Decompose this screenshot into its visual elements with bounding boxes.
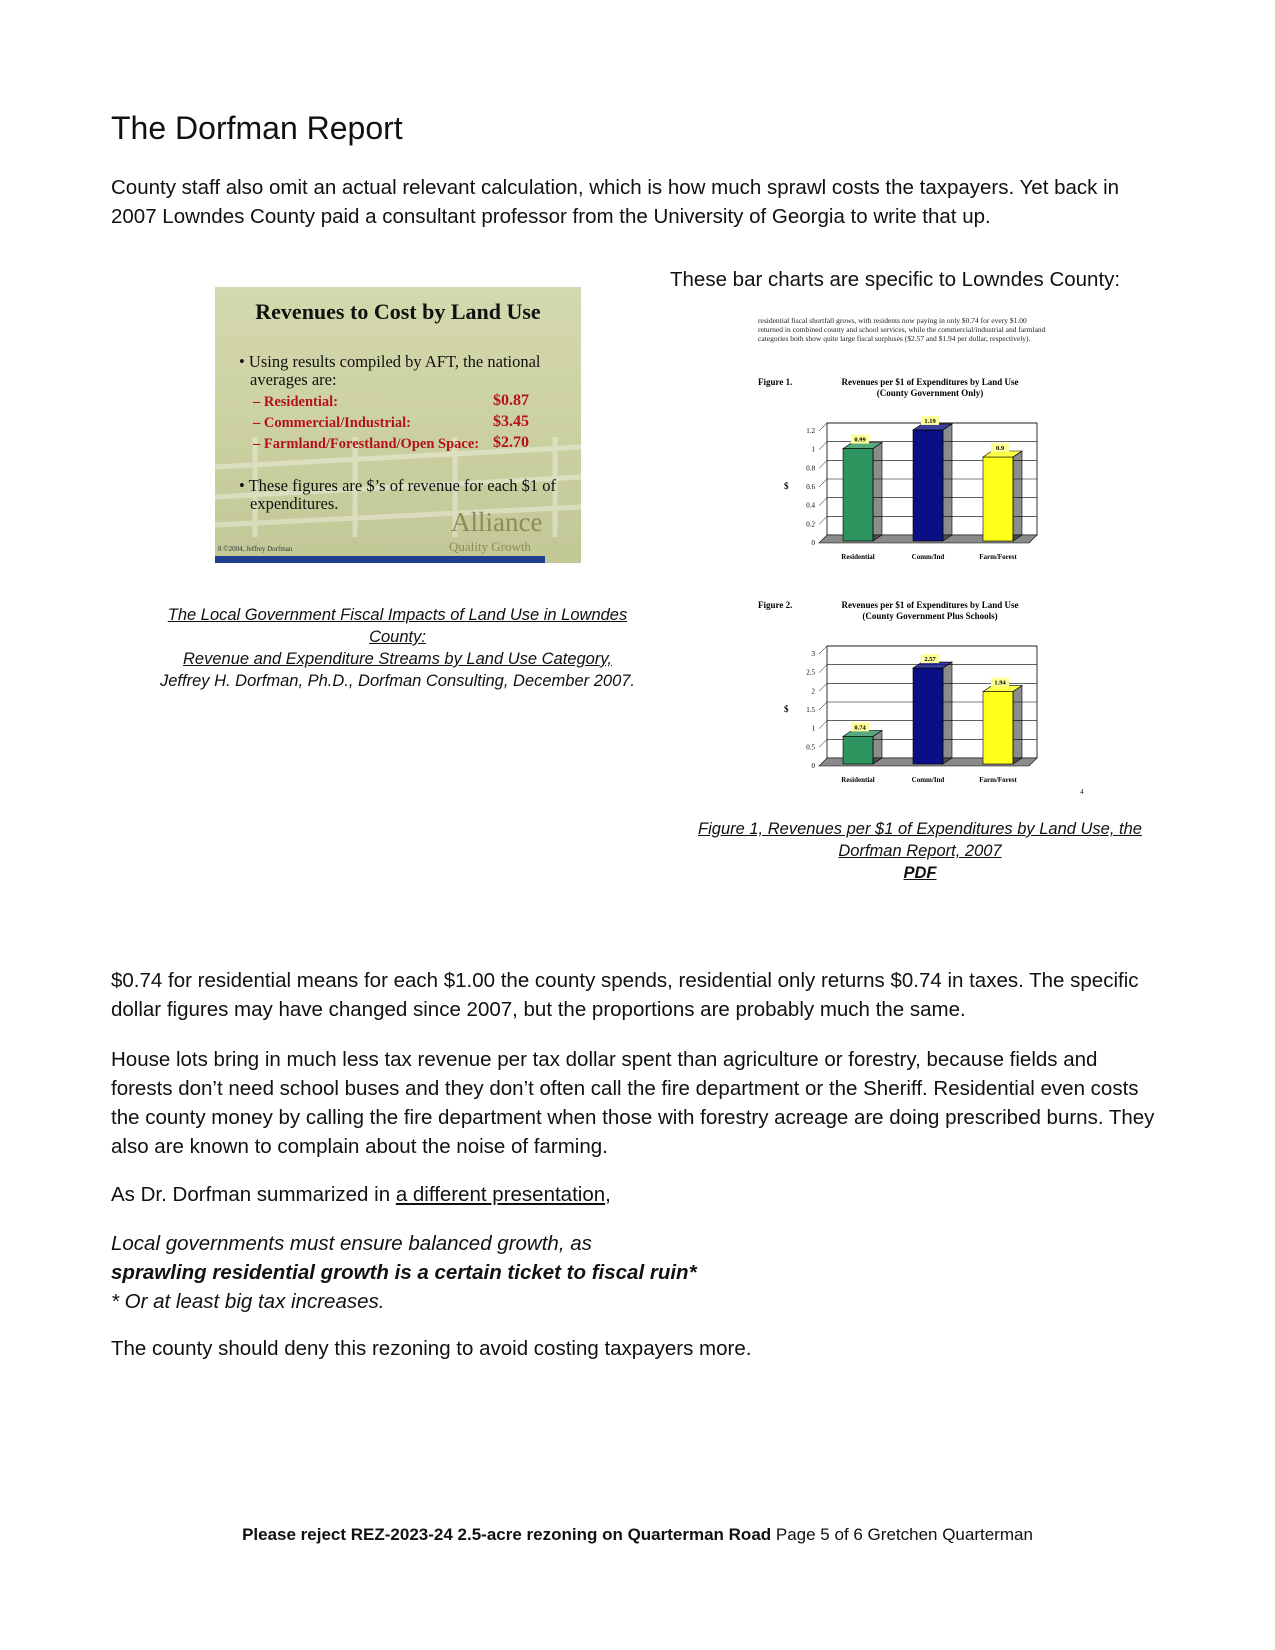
report-title-link-cont[interactable]: County: — [369, 628, 426, 646]
category-label: Residential — [841, 553, 875, 561]
quote-line: Local governments must ensure balanced growth, as — [111, 1232, 592, 1255]
footer-page-info: Page 5 of 6 Gretchen Quarterman — [771, 1525, 1033, 1544]
report-title-link[interactable]: The Local Government Fiscal Impacts of Land Use in Lowndes — [167, 606, 628, 624]
y-tick-label: 1.2 — [806, 427, 815, 435]
intro-paragraph: County staff also omit an actual relevant calculation, which is how much sprawl costs the taxpayers. Yet back in 2007 Lowndes County paid a consultant professor from the University of Georgia to write that up. — [111, 176, 1120, 228]
summary-text: As Dr. Dorfman summarized in — [111, 1183, 396, 1206]
category-label: Farm/Forest — [979, 553, 1017, 561]
y-tick-label: 0.4 — [806, 501, 815, 510]
slide-bottom-bar — [215, 556, 545, 563]
y-tick-label: 0.6 — [806, 483, 815, 491]
dorfman-quote — [111, 1229, 1161, 1316]
report-author: Jeffrey H. Dorfman, Ph.D., Dorfman Consulting, December 2007. — [159, 672, 636, 690]
slide-bullet-1-cont: averages are: — [250, 370, 337, 389]
bar — [983, 457, 1013, 541]
tick-line — [819, 460, 827, 468]
figure-caption-link[interactable]: Figure 1, Revenues per $1 of Expenditures by Land Use, the — [698, 820, 1142, 838]
slide-image — [215, 287, 581, 563]
page-footer — [0, 1525, 1275, 1545]
bar-side — [1013, 451, 1022, 541]
bar-side — [943, 662, 952, 764]
tick-line — [819, 479, 827, 487]
slide-item-label: – Farmland/Forestland/Open Space: — [253, 436, 480, 452]
chart-title: Revenues per $1 of Expenditures by Land Use — [841, 600, 1019, 610]
y-tick-label: 0.2 — [806, 520, 815, 529]
bar-side — [1013, 686, 1022, 764]
report-excerpt-image — [752, 313, 1082, 797]
bar — [843, 449, 873, 541]
bar — [913, 430, 943, 541]
y-tick-label: 0 — [811, 539, 815, 547]
y-tick-label: 0.8 — [806, 464, 815, 473]
report-page-number: 4 — [1080, 787, 1084, 796]
report-subtitle-link[interactable]: Revenue and Expenditure Streams by Land Use Category, — [183, 650, 612, 668]
slide-item-label: – Commercial/Industrial: — [253, 415, 412, 431]
category-label: Comm/Ind — [911, 776, 945, 784]
category-label: Comm/Ind — [911, 553, 945, 561]
bar-side — [873, 443, 882, 541]
y-tick-label: 3 — [811, 650, 815, 658]
category-label: Farm/Forest — [979, 776, 1017, 784]
different-presentation-link[interactable]: a different presentation — [395, 1183, 606, 1206]
y-tick-label: 1 — [811, 445, 815, 454]
slide-bullet-1: • Using results compiled by AFT, the national — [239, 352, 541, 371]
tick-line — [819, 739, 827, 747]
bar — [913, 668, 943, 764]
chart-title: Revenues per $1 of Expenditures by Land Use — [841, 377, 1019, 387]
figure-label: Figure 1. — [758, 377, 793, 387]
slide-item-value: $3.45 — [493, 413, 529, 430]
tick-line — [819, 721, 827, 729]
bar-side — [943, 424, 952, 541]
data-label: 0.74 — [854, 724, 866, 732]
quote-emphasis: sprawling residential growth is a certain ticket to fiscal ruin* — [111, 1261, 697, 1284]
left-caption — [140, 604, 655, 692]
alliance-logo-sub: Quality Growth — [449, 539, 531, 554]
paragraph-residential: $0.74 for residential means for each $1.00 the county spends, residential only returns $0.74 in taxes. The specific dollar figures may have changed since 2007, but the proportions are probably much the same. — [111, 969, 1139, 1021]
paragraph-conclusion: The county should deny this rezoning to avoid costing taxpayers more. — [111, 1337, 752, 1360]
bar — [983, 692, 1013, 764]
chart-subtitle: (County Government Plus Schools) — [862, 611, 998, 621]
slide-item-label: – Residential: — [253, 394, 338, 410]
category-label: Residential — [841, 776, 875, 784]
tick-line — [819, 646, 827, 654]
data-label: 0.99 — [854, 436, 866, 444]
report-excerpt-text: residential fiscal shortfall grows, with residents now paying in only $0.74 for every $1.00 returned in combined county and school services, while the commercial/industrial and farmland categories both show quite large fiscal surpluses ($2.57 and $1.94 per dollar, respectively). — [758, 316, 1046, 343]
figure-label: Figure 2. — [758, 600, 793, 610]
slide-title: Revenues to Cost by Land Use — [255, 299, 541, 324]
data-label: 1.94 — [994, 679, 1006, 687]
summary-comma: , — [605, 1183, 611, 1206]
figure-2-chart — [752, 596, 1082, 796]
y-axis-label: $ — [784, 704, 789, 714]
figure-1-chart — [752, 373, 1082, 573]
y-tick-label: 2.5 — [806, 668, 815, 677]
page-title: The Dorfman Report — [111, 110, 403, 146]
tick-line — [819, 683, 827, 691]
data-label: 2.57 — [924, 656, 936, 664]
bar — [843, 736, 873, 764]
paragraph-summary — [111, 1180, 1161, 1209]
tick-line — [819, 516, 827, 524]
footer-request: Please reject REZ-2023-24 2.5-acre rezoning on Quarterman Road — [242, 1525, 772, 1544]
chart-subtitle: (County Government Only) — [876, 388, 984, 398]
tick-line — [819, 442, 827, 450]
y-tick-label: 1 — [811, 724, 815, 733]
bar-side — [873, 730, 882, 764]
data-label: 0.9 — [995, 445, 1005, 452]
alliance-logo: Alliance — [451, 507, 543, 537]
paragraph-house-lots: House lots bring in much less tax revenue per tax dollar spent than agriculture or forestry, because fields and forests don’t need school buses and they don’t often call the fire department or the Sheriff. Residential even costs the county money by calling the fire department when those with forestry acreage are doing prescribed burns. They also are known to complain about the noise of farming. — [111, 1048, 1155, 1158]
tick-line — [819, 702, 827, 710]
pdf-link[interactable]: PDF — [903, 864, 937, 882]
slide-footer: 8 ©2004, Jeffrey Dorfman — [218, 545, 293, 553]
charts-intro: These bar charts are specific to Lowndes County: — [670, 268, 1121, 291]
y-tick-label: 0.5 — [806, 743, 815, 752]
tick-line — [819, 665, 827, 673]
slide-bullet-2: • These figures are $’s of revenue for each $1 of — [239, 476, 557, 495]
y-axis-label: $ — [784, 481, 789, 491]
tick-line — [819, 423, 827, 431]
y-tick-label: 0 — [811, 762, 815, 770]
y-tick-label: 1.5 — [806, 706, 815, 714]
slide-item-value: $2.70 — [493, 434, 529, 451]
slide-bullet-2-cont: expenditures. — [250, 494, 339, 513]
y-tick-label: 2 — [811, 687, 815, 696]
right-caption — [680, 818, 1160, 884]
slide-item-value: $0.87 — [493, 392, 529, 409]
data-label: 1.19 — [924, 417, 936, 425]
figure-caption-link-cont[interactable]: Dorfman Report, 2007 — [838, 842, 1002, 860]
tick-line — [819, 498, 827, 506]
quote-footnote: * Or at least big tax increases. — [111, 1290, 385, 1313]
